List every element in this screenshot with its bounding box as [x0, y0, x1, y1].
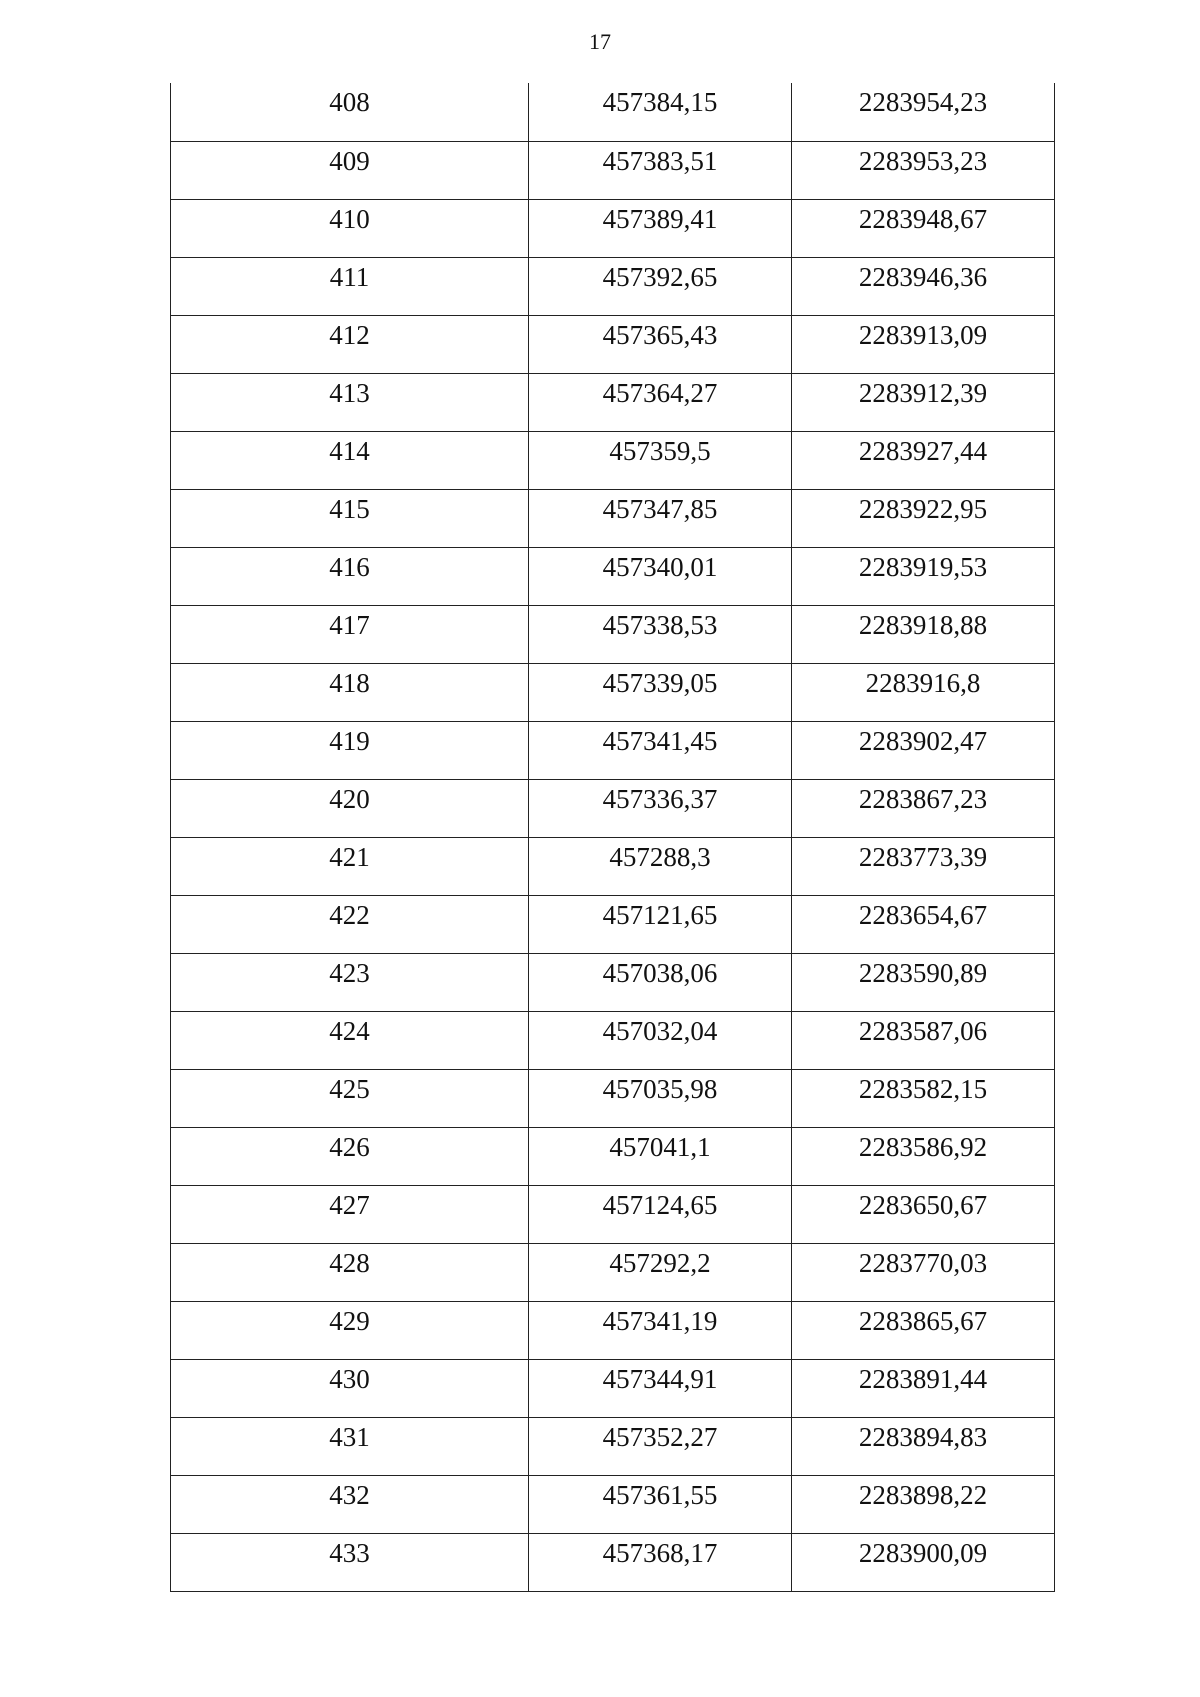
y-coordinate-cell: 2283867,23 — [792, 779, 1055, 837]
table-row — [171, 1069, 1055, 1127]
y-coordinate-cell: 2283902,47 — [792, 721, 1055, 779]
x-coordinate-cell: 457121,65 — [529, 895, 792, 953]
x-coordinate-cell: 457368,17 — [529, 1533, 792, 1591]
table-row — [171, 83, 1055, 141]
point-number-cell: 433 — [171, 1533, 529, 1591]
table-row — [171, 315, 1055, 373]
y-coordinate-cell: 2283927,44 — [792, 431, 1055, 489]
y-coordinate-cell: 2283891,44 — [792, 1359, 1055, 1417]
y-coordinate-cell: 2283582,15 — [792, 1069, 1055, 1127]
x-coordinate-cell: 457292,2 — [529, 1243, 792, 1301]
page-number: 17 — [589, 29, 611, 54]
y-coordinate-cell: 2283898,22 — [792, 1475, 1055, 1533]
table-row — [171, 895, 1055, 953]
table-row — [171, 953, 1055, 1011]
point-number-cell: 418 — [171, 663, 529, 721]
table-row — [171, 605, 1055, 663]
y-coordinate-cell: 2283948,67 — [792, 199, 1055, 257]
point-number-cell: 419 — [171, 721, 529, 779]
table-row — [171, 489, 1055, 547]
point-number-cell: 408 — [171, 83, 529, 141]
x-coordinate-cell: 457361,55 — [529, 1475, 792, 1533]
x-coordinate-cell: 457288,3 — [529, 837, 792, 895]
y-coordinate-cell: 2283913,09 — [792, 315, 1055, 373]
point-number-cell: 430 — [171, 1359, 529, 1417]
point-number-cell: 431 — [171, 1417, 529, 1475]
y-coordinate-cell: 2283918,88 — [792, 605, 1055, 663]
y-coordinate-cell: 2283912,39 — [792, 373, 1055, 431]
x-coordinate-cell: 457124,65 — [529, 1185, 792, 1243]
y-coordinate-cell: 2283894,83 — [792, 1417, 1055, 1475]
point-number-cell: 424 — [171, 1011, 529, 1069]
y-coordinate-cell: 2283650,67 — [792, 1185, 1055, 1243]
table-row — [171, 1011, 1055, 1069]
point-number-cell: 423 — [171, 953, 529, 1011]
y-coordinate-cell: 2283953,23 — [792, 141, 1055, 199]
point-number-cell: 415 — [171, 489, 529, 547]
point-number-cell: 410 — [171, 199, 529, 257]
x-coordinate-cell: 457041,1 — [529, 1127, 792, 1185]
table-row — [171, 837, 1055, 895]
table-row — [171, 141, 1055, 199]
x-coordinate-cell: 457339,05 — [529, 663, 792, 721]
point-number-cell: 432 — [171, 1475, 529, 1533]
table-row — [171, 663, 1055, 721]
table-row — [171, 1533, 1055, 1591]
table-row — [171, 199, 1055, 257]
point-number-cell: 428 — [171, 1243, 529, 1301]
point-number-cell: 412 — [171, 315, 529, 373]
x-coordinate-cell: 457038,06 — [529, 953, 792, 1011]
table-row — [171, 1359, 1055, 1417]
x-coordinate-cell: 457359,5 — [529, 431, 792, 489]
table-row — [171, 547, 1055, 605]
y-coordinate-cell: 2283586,92 — [792, 1127, 1055, 1185]
x-coordinate-cell: 457341,45 — [529, 721, 792, 779]
table-row — [171, 257, 1055, 315]
point-number-cell: 422 — [171, 895, 529, 953]
x-coordinate-cell: 457384,15 — [529, 83, 792, 141]
x-coordinate-cell: 457365,43 — [529, 315, 792, 373]
y-coordinate-cell: 2283919,53 — [792, 547, 1055, 605]
x-coordinate-cell: 457364,27 — [529, 373, 792, 431]
point-number-cell: 425 — [171, 1069, 529, 1127]
table-row — [171, 1243, 1055, 1301]
x-coordinate-cell: 457389,41 — [529, 199, 792, 257]
point-number-cell: 429 — [171, 1301, 529, 1359]
y-coordinate-cell: 2283654,67 — [792, 895, 1055, 953]
point-number-cell: 416 — [171, 547, 529, 605]
x-coordinate-cell: 457352,27 — [529, 1417, 792, 1475]
table-row — [171, 779, 1055, 837]
table-row — [171, 373, 1055, 431]
table-row — [171, 1417, 1055, 1475]
table-row — [171, 431, 1055, 489]
x-coordinate-cell: 457341,19 — [529, 1301, 792, 1359]
point-number-cell: 413 — [171, 373, 529, 431]
y-coordinate-cell: 2283916,8 — [792, 663, 1055, 721]
y-coordinate-cell: 2283587,06 — [792, 1011, 1055, 1069]
point-number-cell: 420 — [171, 779, 529, 837]
y-coordinate-cell: 2283900,09 — [792, 1533, 1055, 1591]
coordinates-table-body — [171, 83, 1055, 1591]
y-coordinate-cell: 2283770,03 — [792, 1243, 1055, 1301]
x-coordinate-cell: 457344,91 — [529, 1359, 792, 1417]
x-coordinate-cell: 457383,51 — [529, 141, 792, 199]
point-number-cell: 409 — [171, 141, 529, 199]
point-number-cell: 427 — [171, 1185, 529, 1243]
x-coordinate-cell: 457336,37 — [529, 779, 792, 837]
y-coordinate-cell: 2283773,39 — [792, 837, 1055, 895]
point-number-cell: 417 — [171, 605, 529, 663]
x-coordinate-cell: 457340,01 — [529, 547, 792, 605]
point-number-cell: 421 — [171, 837, 529, 895]
x-coordinate-cell: 457347,85 — [529, 489, 792, 547]
coordinates-table — [170, 83, 1055, 1592]
y-coordinate-cell: 2283946,36 — [792, 257, 1055, 315]
table-row — [171, 1301, 1055, 1359]
y-coordinate-cell: 2283922,95 — [792, 489, 1055, 547]
point-number-cell: 414 — [171, 431, 529, 489]
table-row — [171, 1127, 1055, 1185]
x-coordinate-cell: 457035,98 — [529, 1069, 792, 1127]
point-number-cell: 426 — [171, 1127, 529, 1185]
y-coordinate-cell: 2283590,89 — [792, 953, 1055, 1011]
y-coordinate-cell: 2283954,23 — [792, 83, 1055, 141]
table-row — [171, 1475, 1055, 1533]
point-number-cell: 411 — [171, 257, 529, 315]
table-row — [171, 1185, 1055, 1243]
table-row — [171, 721, 1055, 779]
x-coordinate-cell: 457392,65 — [529, 257, 792, 315]
x-coordinate-cell: 457338,53 — [529, 605, 792, 663]
x-coordinate-cell: 457032,04 — [529, 1011, 792, 1069]
y-coordinate-cell: 2283865,67 — [792, 1301, 1055, 1359]
